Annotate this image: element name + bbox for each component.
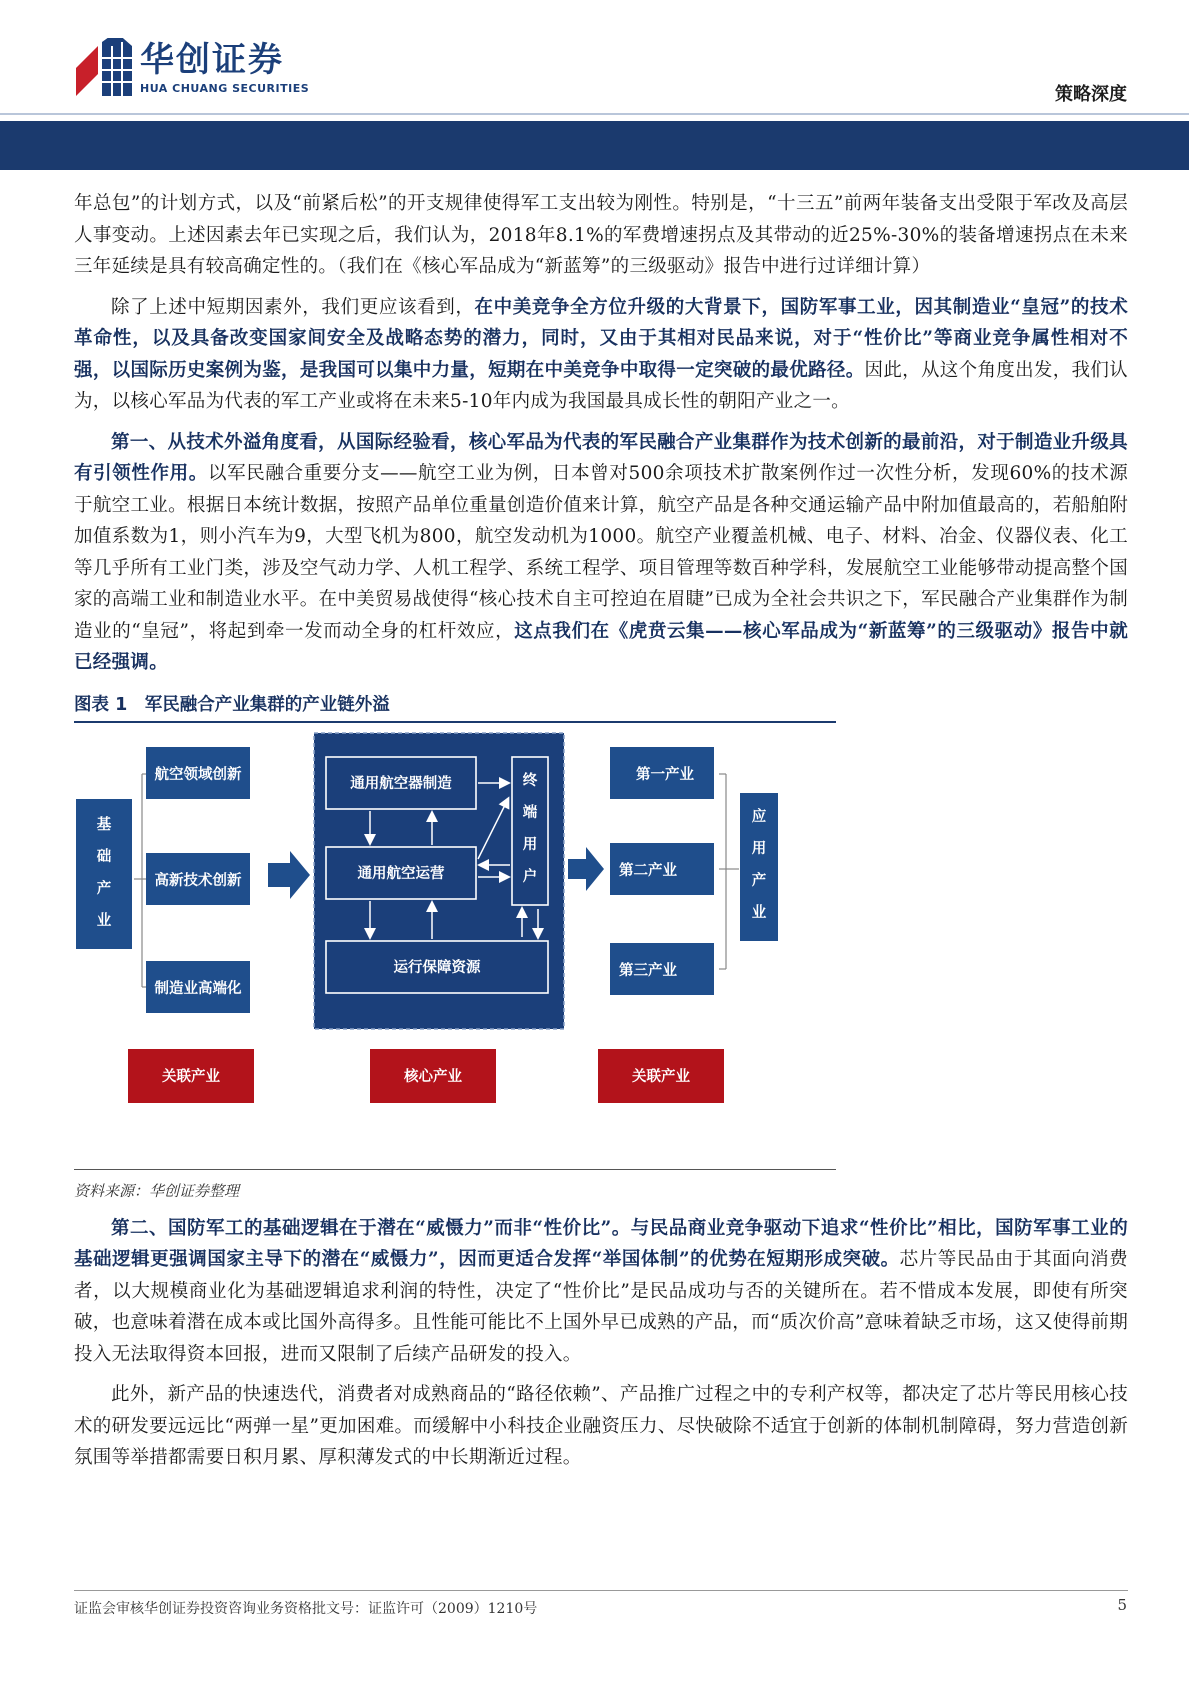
bottom-label-core: 核心产业 (404, 1068, 462, 1085)
footer-rule (74, 1590, 1128, 1591)
paragraph-4 (74, 1213, 1128, 1371)
arrow-into-core (268, 851, 310, 899)
application-industry-label: 应用产业 (751, 808, 767, 921)
industry-chain-diagram (74, 729, 836, 1169)
footer-license: 证监会审核华创证券投资咨询业务资格批文号：证监许可（2009）1210号 (74, 1601, 538, 1617)
paragraph-3 (74, 427, 1128, 679)
terminal-user-label: 终端用户 (522, 772, 538, 885)
company-logo (76, 38, 310, 100)
paragraph-2-tail: 因此，从这个角度出发，我们认为，以核心军品为代表的军工产业或将在未来5-10年内成为我国最具成长性的朝阳产业之一。 (74, 359, 1128, 412)
logo-chinese-name: 华创证券 (140, 40, 284, 80)
arrow-out-of-core (568, 847, 604, 891)
page-number: 5 (1117, 1596, 1127, 1614)
core-label-manufacturing: 通用航空器制造 (350, 775, 452, 792)
logo-english-name: HUA CHUANG SECURITIES (140, 82, 310, 95)
figure-diagram (74, 729, 836, 1170)
paragraph-4-bold: 第二、国防军工的基础逻辑在于潜在“威慑力”而非“性价比”。与民品商业竞争驱动下追求“性价比”相比，国防军事工业的基础逻辑更强调国家主导下的潜在“威慑力”，因而更适合发挥“举国体制”的优势在短期形成突破。 (74, 1217, 1128, 1270)
right-box-2-label: 第二产业 (619, 862, 677, 879)
left-box-3-label: 制造业高端化 (154, 980, 242, 997)
bottom-label-related-right: 关联产业 (632, 1068, 690, 1085)
right-box-1-label: 第一产业 (636, 766, 694, 783)
left-box-2-label: 高新技术创新 (154, 872, 242, 889)
core-label-operations: 通用航空运营 (357, 865, 445, 882)
paragraph-3-bold: 第一、从技术外溢角度看，从国际经验看，核心军品为代表的军民融合产业集群作为技术创新的最前沿，对于制造业升级具有引领性作用。 (74, 431, 1128, 484)
paragraph-1: 年总包”的计划方式，以及“前紧后松”的开支规律使得军工支出较为刚性。特别是，“十三五”前两年装备支出受限于军改及高层人事变动。上述因素去年已实现之后，我们认为，2018年8.1%的军费增速拐点及其带动的近25%-30%的装备增速拐点在未来三年延续是具有较高确定性的。（我们在《核心军品成为“新蓝筹”的三级驱动》报告中进行过详细计算） (74, 193, 1128, 277)
paragraph-2-bold: 在中美竞争全方位升级的大背景下，国防军事工业，因其制造业“皇冠”的技术革命性，以及具备改变国家间安全及战略态势的潜力，同时，又由于其相对民品来说，对于“性价比”等商业竞争属性相对不强，以国际历史案例为鉴，是我国可以集中力量，短期在中美竞争中取得一定突破的最优路径。 (74, 296, 1128, 381)
paragraph-5: 此外，新产品的快速迭代，消费者对成熟商品的“路径依赖”、产品推广过程之中的专利产权等，都决定了芯片等民用核心技术的研发要远远比“两弹一星”更加困难。而缓解中小科技企业融资压力、尽快破除不适宜于创新的体制机制障碍，努力营造创新氛围等举措都需要日积月累、厚积薄发式的中长期渐近过程。 (74, 1384, 1128, 1468)
right-box-3-label: 第三产业 (619, 962, 677, 979)
body-content (74, 188, 1128, 1474)
paragraph-3-body: 以军民融合重要分支——航空工业为例，日本曾对500余项技术扩散案例作过一次性分析，发现60%的技术源于航空工业。根据日本统计数据，按照产品单位重量创造价值来计算，航空产品是各种交通运输产品中附加值最高的，若船舶附加值系数为1，则小汽车为9，大型飞机为800，航空发动机为1000。航空产业覆盖机械、电子、材料、冶金、仪器仪表、化工等几乎所有工业门类，涉及空气动力学、人机工程学、系统工程学、项目管理等数百种学科，发展航空工业能够带动提高整个国家的高端工业和制造业水平。在中美贸易战使得“核心技术自主可控迫在眉睫”已成为全社会共识之下，军民融合产业集群作为制造业的“皇冠”，将起到牵一发而动全身的杠杆效应， (74, 463, 1128, 642)
header-rule (0, 113, 1189, 115)
logo-mark-icon (76, 38, 132, 96)
report-type: 策略深度 (1055, 84, 1127, 105)
paragraph-4-tail: 芯片等民品由于其面向消费者，以大规模商业化为基础逻辑追求利润的特性，决定了“性价比”是民品成功与否的关键所在。若不惜成本发展，即使有所突破，也意味着潜在成本或比国外高得多。且性能可能比不上国外早已成熟的产品，而“质次价高”意味着缺乏市场，这又使得前期投入无法取得资本回报，进而又限制了后续产品研发的投入。 (74, 1249, 1128, 1365)
left-box-1-label: 航空领域创新 (154, 766, 242, 783)
figure-source: 资料来源：华创证券整理 (74, 1181, 240, 1200)
bottom-label-related-left: 关联产业 (162, 1068, 220, 1085)
header-band (0, 121, 1189, 170)
paragraph-2 (74, 292, 1128, 418)
base-industry-label: 基础产业 (96, 816, 112, 929)
core-label-support: 运行保障资源 (393, 959, 481, 976)
figure-title: 图表 1 军民融合产业集群的产业链外溢 (74, 691, 836, 723)
paragraph-3-bold-end: 这点我们在《虎贲云集——核心军品成为“新蓝筹”的三级驱动》报告中就已经强调。 (74, 620, 1128, 673)
paragraph-2-lead: 除了上述中短期因素外，我们更应该看到， (111, 296, 475, 318)
